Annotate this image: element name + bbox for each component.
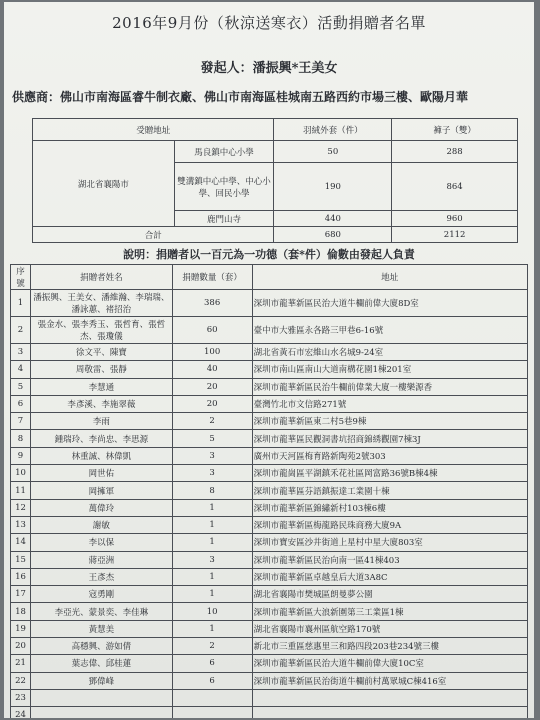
donor-address: 湖北省襄陽市樊城區朗曼夢公園 <box>252 586 527 603</box>
donor-row <box>11 344 528 361</box>
recipients-header-jackets: 羽絨外套（件） <box>274 119 392 141</box>
explanation-note: 說明：捐贈者以一百元為一功德（套*件）倫數由發起人負責 <box>123 248 415 261</box>
donor-qty <box>172 707 252 718</box>
recipients-school: 雙溝鎮中心中學、中心小學、回民小學 <box>174 163 274 211</box>
donor-names: 李以保 <box>30 534 172 551</box>
donor-row <box>11 568 528 585</box>
donors-header-qty: 捐贈數量（套） <box>172 265 252 290</box>
donor-row <box>11 655 528 672</box>
donor-names <box>30 689 172 706</box>
recipients-region: 湖北省襄陽市 <box>33 141 175 227</box>
donor-qty: 6 <box>172 672 252 689</box>
recipients-total-label: 合計 <box>33 227 274 243</box>
donor-seq: 9 <box>11 447 31 464</box>
donor-address: 湖北省黃石市宏維山水名城9-24室 <box>252 344 527 361</box>
donor-row <box>11 430 528 447</box>
recipients-total-pants: 2112 <box>392 227 518 243</box>
donor-address: 深圳市龍華新區民治大道牛欄前偉大廈10C室 <box>252 655 527 672</box>
donor-address: 臺灣竹北市文信路271號 <box>252 395 527 412</box>
donor-seq: 20 <box>11 638 31 655</box>
donor-names: 李彥溪、李施翠薇 <box>30 395 172 412</box>
donor-row <box>11 317 528 344</box>
donor-row <box>11 465 528 482</box>
donor-qty: 20 <box>172 395 252 412</box>
donor-address: 臺中市大雅區永各路三甲巷6-16號 <box>252 317 527 344</box>
donors-header-seq: 序號 <box>11 265 31 290</box>
donor-seq: 14 <box>11 534 31 551</box>
document-sheet <box>4 2 534 718</box>
donor-seq: 6 <box>11 395 31 412</box>
donor-qty: 1 <box>172 586 252 603</box>
donor-qty: 3 <box>172 551 252 568</box>
donor-row <box>11 620 528 637</box>
donor-row <box>11 516 528 533</box>
donor-seq: 7 <box>11 413 31 430</box>
donor-seq: 8 <box>11 430 31 447</box>
donor-seq: 11 <box>11 482 31 499</box>
initiators-line: 發起人：潘振興*王美女 <box>200 61 338 76</box>
recipients-jackets: 50 <box>274 141 392 163</box>
donor-address: 深圳市龍華區芬語鎮振達工業園十棟 <box>252 482 527 499</box>
donor-row <box>11 482 528 499</box>
donor-qty: 6 <box>172 655 252 672</box>
donor-names: 鄧偉峰 <box>30 672 172 689</box>
donor-names: 岡擁軍 <box>30 482 172 499</box>
donor-qty: 3 <box>172 447 252 464</box>
donor-seq: 24 <box>11 707 31 718</box>
donor-names: 李雨 <box>30 413 172 430</box>
donor-qty: 20 <box>172 378 252 395</box>
donor-qty: 5 <box>172 430 252 447</box>
donor-address: 深圳市龍華新區民治牛欄前偉業大廈一樓樂源香 <box>252 378 527 395</box>
donor-row <box>11 378 528 395</box>
donor-address: 深圳市龍華新區民治街道牛欄前村萬眾城C棟416室 <box>252 672 527 689</box>
donor-seq: 4 <box>11 361 31 378</box>
donor-names: 高穩興、游如倩 <box>30 638 172 655</box>
donor-address: 深圳市龍華區民觀洞書坑招商錦綉觀園7棟3J <box>252 430 527 447</box>
donors-header-address: 地址 <box>252 265 527 290</box>
donor-address: 湖北省襄陽市襄州區航空路170號 <box>252 620 527 637</box>
donor-qty: 3 <box>172 465 252 482</box>
donor-names: 李亞光、蒙景奕、李佳琳 <box>30 603 172 620</box>
donor-address: 深圳市龍華新區東二村5巷9棟 <box>252 413 527 430</box>
donor-row <box>11 290 528 317</box>
donor-address: 深圳市龍華新區民治向南一區41棟403 <box>252 551 527 568</box>
donor-seq: 16 <box>11 568 31 585</box>
donor-row <box>11 707 528 718</box>
recipients-school: 馬良鎮中心小學 <box>174 141 274 163</box>
donor-qty: 386 <box>172 290 252 317</box>
donor-qty: 1 <box>172 534 252 551</box>
document-title: 2016年9月份（秋涼送寒衣）活動捐贈者名單 <box>112 14 426 32</box>
recipients-pants: 960 <box>392 211 518 227</box>
recipients-school: 鹿門山寺 <box>174 211 274 227</box>
donor-names: 蔣亞洲 <box>30 551 172 568</box>
donor-address: 深圳市龍華新區卓越皇后大道3A8C <box>252 568 527 585</box>
donor-row <box>11 586 528 603</box>
donor-qty: 1 <box>172 620 252 637</box>
donor-address <box>252 707 527 718</box>
donor-seq: 2 <box>11 317 31 344</box>
donor-seq: 3 <box>11 344 31 361</box>
donor-names: 萬偉玲 <box>30 499 172 516</box>
donors-table <box>10 264 528 718</box>
donor-seq: 13 <box>11 516 31 533</box>
donor-row <box>11 413 528 430</box>
donor-seq: 22 <box>11 672 31 689</box>
donor-seq: 15 <box>11 551 31 568</box>
donor-seq: 12 <box>11 499 31 516</box>
recipients-header-place: 受贈地址 <box>33 119 274 141</box>
donor-qty: 8 <box>172 482 252 499</box>
donor-qty <box>172 689 252 706</box>
donor-seq: 23 <box>11 689 31 706</box>
donor-names: 王彥杰 <box>30 568 172 585</box>
donor-row <box>11 603 528 620</box>
recipients-header-pants: 褲子（雙） <box>392 119 518 141</box>
donor-address: 深圳市南山區南山大道南構花園1棟201室 <box>252 361 527 378</box>
donor-address: 深圳市寶安區沙井街道上星村中星大廈803室 <box>252 534 527 551</box>
recipients-table <box>32 118 518 243</box>
donor-address <box>252 689 527 706</box>
donor-names: 鍾瑞玲、李尚忠、李思源 <box>30 430 172 447</box>
donor-qty: 10 <box>172 603 252 620</box>
donor-row <box>11 395 528 412</box>
donor-seq: 17 <box>11 586 31 603</box>
donor-seq: 1 <box>11 290 31 317</box>
donor-qty: 1 <box>172 499 252 516</box>
donor-names: 潘振興、王美女、潘維瀚、李瑞瑞、潘詠蕙、褚招治 <box>30 290 172 317</box>
donor-names: 徐文平、陳寶 <box>30 344 172 361</box>
donor-seq: 19 <box>11 620 31 637</box>
donor-names: 岡世佑 <box>30 465 172 482</box>
recipients-jackets: 190 <box>274 163 392 211</box>
donor-seq: 10 <box>11 465 31 482</box>
donor-seq: 5 <box>11 378 31 395</box>
recipients-pants: 288 <box>392 141 518 163</box>
donor-names: 寇勇剛 <box>30 586 172 603</box>
donor-names: 周敬雷、張靜 <box>30 361 172 378</box>
donor-rows <box>11 290 528 719</box>
donor-names: 謝敏 <box>30 516 172 533</box>
donor-row <box>11 638 528 655</box>
donor-seq: 21 <box>11 655 31 672</box>
donor-qty: 1 <box>172 516 252 533</box>
donor-row <box>11 534 528 551</box>
donor-address: 廣州市天河區梅育路新陶苑2號303 <box>252 447 527 464</box>
donor-row <box>11 689 528 706</box>
recipients-pants: 864 <box>392 163 518 211</box>
donor-qty: 60 <box>172 317 252 344</box>
donor-address: 深圳市龍崗區平湖鎮禾花社區岡富路36號B棟4棟 <box>252 465 527 482</box>
donor-row <box>11 361 528 378</box>
donor-names: 張金水、張李秀玉、張哲育、張哲杰、張瓊儀 <box>30 317 172 344</box>
donor-qty: 1 <box>172 568 252 585</box>
donor-row <box>11 447 528 464</box>
donor-address: 深圳市龍華新區錦繡新村103棟6樓 <box>252 499 527 516</box>
donor-qty: 2 <box>172 413 252 430</box>
donor-qty: 100 <box>172 344 252 361</box>
recipients-jackets: 440 <box>274 211 392 227</box>
recipients-total-jackets: 680 <box>274 227 392 243</box>
donor-row <box>11 551 528 568</box>
donor-names: 林重誠、林偉凱 <box>30 447 172 464</box>
donor-names: 李慧通 <box>30 378 172 395</box>
donor-address: 新北市三重區慈惠里三和路四段203巷234號三樓 <box>252 638 527 655</box>
donor-names: 葉志偉、邱桂蓮 <box>30 655 172 672</box>
donor-row <box>11 499 528 516</box>
donor-seq: 18 <box>11 603 31 620</box>
donors-header-names: 捐贈者姓名 <box>30 265 172 290</box>
suppliers-line: 供應商：佛山市南海區睿牛制衣廠、佛山市南海區桂城南五路西約市場三樓、歐陽月華 <box>12 90 469 104</box>
donor-qty: 2 <box>172 638 252 655</box>
donor-names: 黃慧美 <box>30 620 172 637</box>
donor-qty: 40 <box>172 361 252 378</box>
donor-names <box>30 707 172 718</box>
donor-address: 深圳市龍華新區梅龍路民珠商務大廈9A <box>252 516 527 533</box>
donor-address: 深圳市龍華新區大浪新圍第三工業區1棟 <box>252 603 527 620</box>
donor-row <box>11 672 528 689</box>
donor-address: 深圳市龍華新區民治大道牛欄前偉大廈8D室 <box>252 290 527 317</box>
